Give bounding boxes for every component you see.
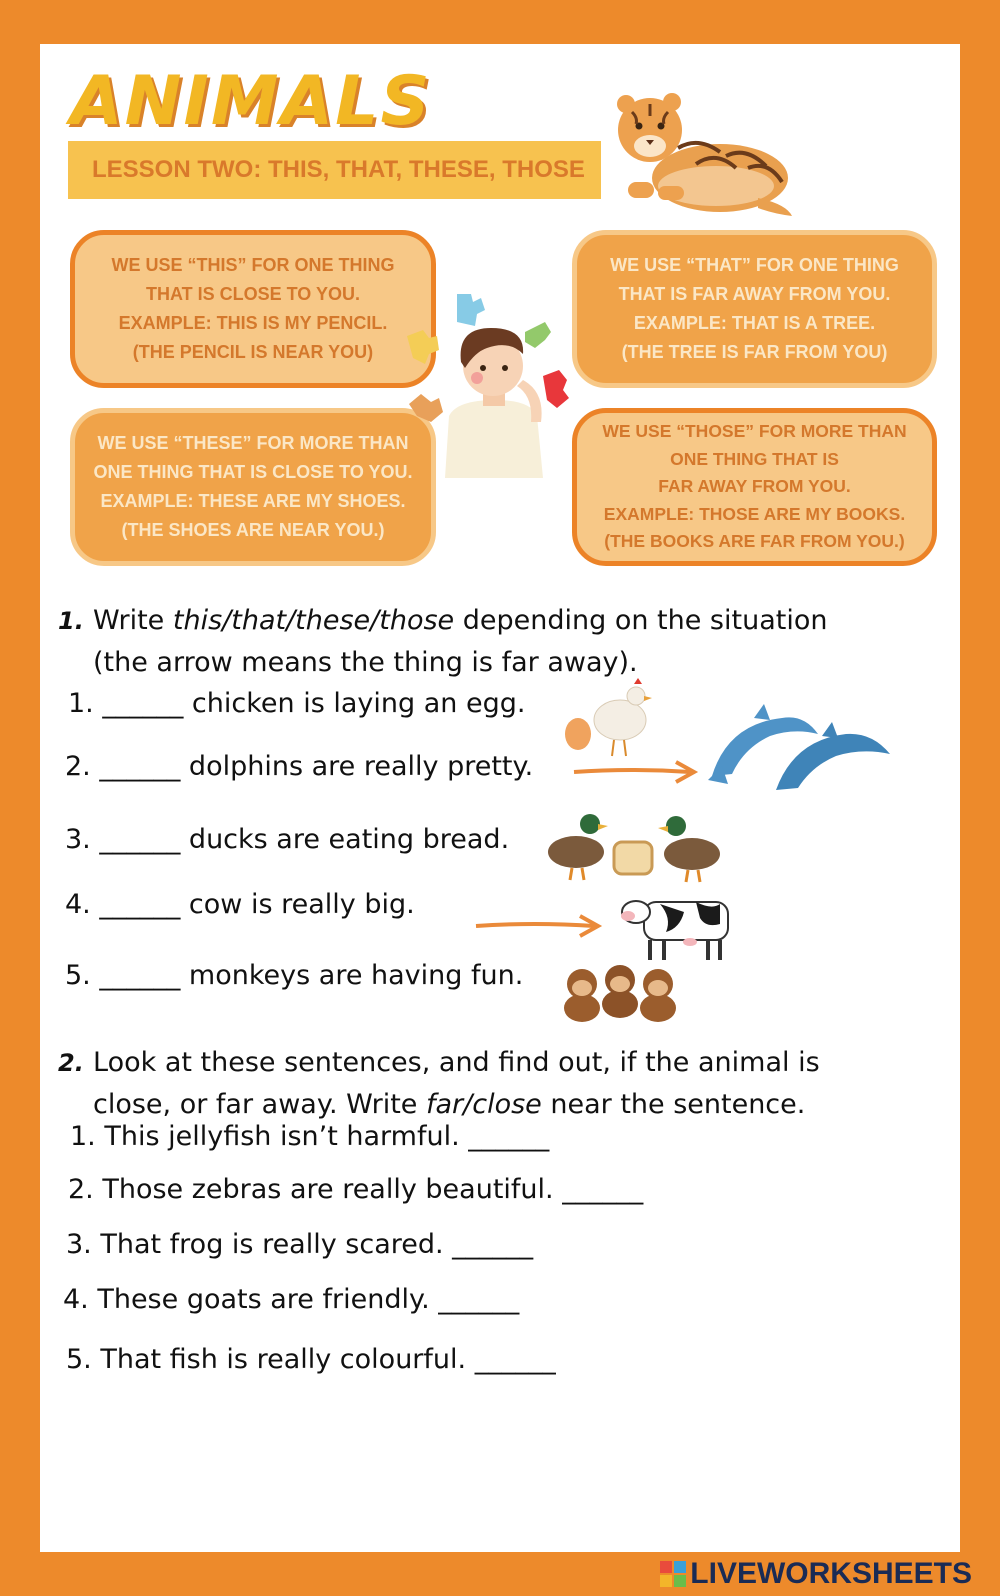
exercise-2-italic-words: far/close <box>425 1089 542 1120</box>
exercise-1-item-5: 5. ______ monkeys are having fun. <box>65 960 524 991</box>
ducks-and-bread-illustration <box>546 808 726 884</box>
info-box-these <box>70 408 436 566</box>
worksheet-title: ANIMALS <box>70 62 432 141</box>
exercise-1-line1-pre: Write <box>93 605 173 636</box>
info-box-those <box>572 408 937 566</box>
far-away-arrow <box>474 911 604 941</box>
exercise-2-line2-pre: close, or far away. Write <box>93 1089 426 1120</box>
liveworksheets-footer[interactable] <box>660 1556 972 1592</box>
tiger-illustration <box>608 86 798 226</box>
exercise-2-line2-post: near the sentence. <box>541 1089 806 1120</box>
info-box-that <box>572 230 937 388</box>
dolphins-illustration <box>708 704 894 796</box>
info-these-text: WE USE “THESE” FOR MORE THAN ONE THING THAT IS CLOSE TO YOU. EXAMPLE: THESE ARE MY SHOES. (THE SHOES ARE NEAR YOU.) <box>93 433 413 540</box>
exercise-1-line2: (the arrow means the thing is far away). <box>93 647 638 678</box>
thinking-boy-illustration <box>405 292 595 488</box>
info-box-this <box>70 230 436 388</box>
chicken-and-egg-illustration <box>562 678 654 758</box>
info-those-text: WE USE “THOSE” FOR MORE THAN ONE THING THAT IS FAR AWAY FROM YOU. EXAMPLE: THOSE ARE MY BOOKS. (THE BOOKS ARE FAR FROM YOU.) <box>602 421 907 552</box>
exercise-2-item-2: 2. Those zebras are really beautiful. ______ <box>68 1174 644 1205</box>
exercise-2-line1: Look at these sentences, and find out, if the animal is <box>93 1047 820 1078</box>
exercise-2-item-4: 4. These goats are friendly. ______ <box>63 1284 520 1315</box>
exercise-1-item-1: 1. ______ chicken is laying an egg. <box>68 688 526 719</box>
info-that-text: WE USE “THAT” FOR ONE THING THAT IS FAR AWAY FROM YOU. EXAMPLE: THAT IS A TREE. (THE TREE IS FAR FROM YOU) <box>610 255 899 362</box>
exercise-2-item-3: 3. That frog is really scared. ______ <box>66 1229 534 1260</box>
exercise-2-number: 2. <box>58 1049 84 1077</box>
info-this-text: WE USE “THIS” FOR ONE THING THAT IS CLOSE TO YOU. EXAMPLE: THIS IS MY PENCIL. (THE PENCIL IS NEAR YOU) <box>111 255 395 362</box>
exercise-2-item-5: 5. That fish is really colourful. ______ <box>66 1344 556 1375</box>
monkeys-illustration <box>560 964 682 1024</box>
lesson-banner: LESSON TWO: THIS, THAT, THESE, THOSE <box>68 141 601 199</box>
exercise-1-italic-words: this/that/these/those <box>172 605 455 636</box>
exercise-1-item-2: 2. ______ dolphins are really pretty. <box>65 751 534 782</box>
exercise-1-number: 1. <box>58 607 84 635</box>
liveworksheets-logo-icon <box>660 1561 686 1587</box>
exercise-1-item-3: 3. ______ ducks are eating bread. <box>65 824 510 855</box>
exercise-1-item-4: 4. ______ cow is really big. <box>65 889 415 920</box>
exercise-2-item-1: 1. This jellyfish isn’t harmful. ______ <box>70 1121 550 1152</box>
far-away-arrow <box>572 757 700 787</box>
footer-brand: LIVEWORKSHEETS <box>690 1557 972 1590</box>
cow-illustration <box>620 888 732 964</box>
exercise-1-line1 <box>93 600 827 642</box>
exercise-1-line1-post: depending on the situation <box>454 605 828 636</box>
